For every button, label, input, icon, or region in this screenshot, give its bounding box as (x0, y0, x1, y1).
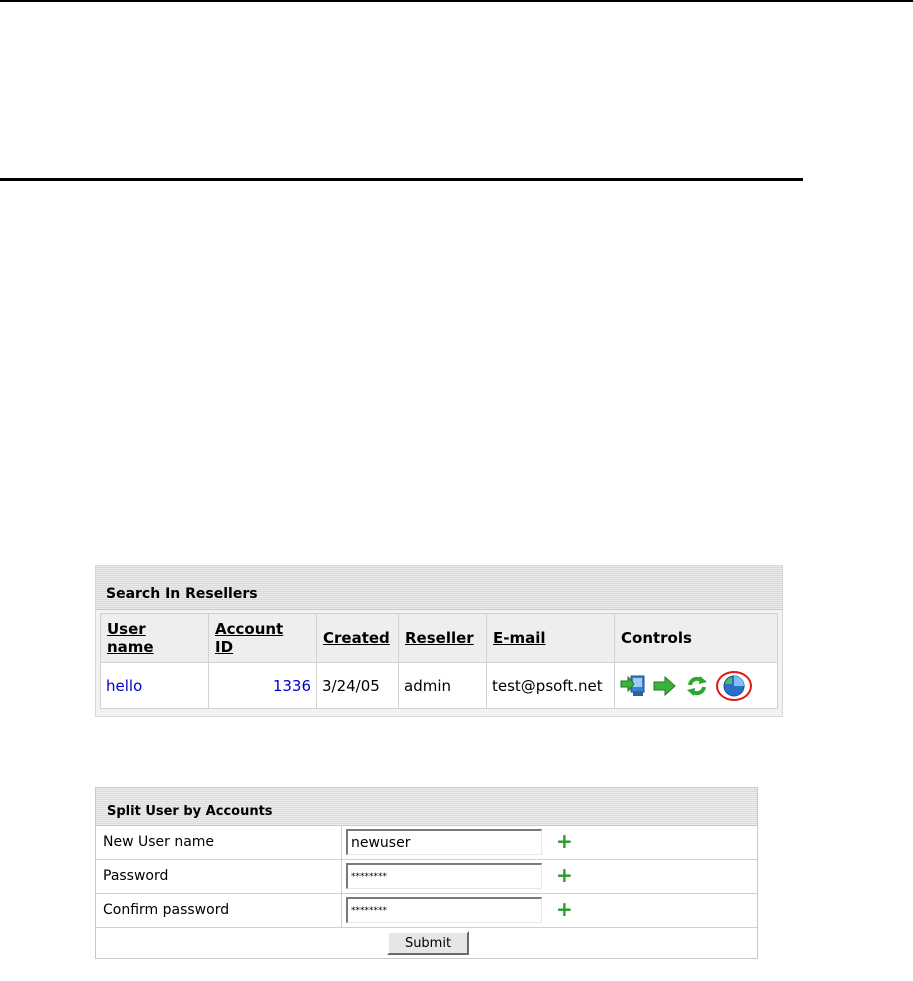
table-header-row (101, 614, 778, 663)
column-created[interactable] (317, 614, 399, 663)
resellers-table (100, 613, 778, 709)
user-name-link[interactable]: hello (101, 663, 209, 709)
column-controls (615, 614, 778, 663)
new-user-name-input[interactable] (346, 829, 542, 855)
form-row-password (96, 860, 757, 894)
field-label: Confirm password (103, 902, 230, 918)
top-rule (0, 0, 913, 2)
password-input[interactable] (346, 863, 542, 889)
column-account-id[interactable] (209, 614, 317, 663)
field-label: New User name (103, 834, 215, 850)
column-label: User (107, 620, 146, 638)
confirm-password-input[interactable] (346, 897, 542, 923)
refresh-icon[interactable] (684, 673, 710, 699)
submit-button[interactable]: Submit (387, 931, 469, 955)
created-cell: 3/24/05 (317, 663, 399, 709)
section-rule (0, 178, 803, 181)
form-row-new-user-name (96, 826, 757, 860)
divider (341, 894, 342, 927)
account-id-link[interactable]: 1336 (209, 663, 317, 709)
controls-cell (615, 663, 778, 709)
column-label: ID (215, 638, 234, 656)
reseller-cell: admin (399, 663, 487, 709)
highlight-ring (716, 671, 752, 701)
split-user-panel (95, 787, 758, 959)
email-cell: test@psoft.net (487, 663, 615, 709)
field-label: Password (103, 868, 169, 884)
column-label: name (107, 638, 154, 656)
login-icon[interactable] (620, 673, 646, 699)
table-row (101, 663, 778, 709)
column-label: E-mail (493, 629, 546, 647)
required-mark: + (556, 897, 573, 921)
required-mark: + (556, 863, 573, 887)
column-label: Created (323, 629, 390, 647)
column-email[interactable] (487, 614, 615, 663)
divider (341, 826, 342, 859)
panel-header (96, 566, 782, 610)
panel-title: Split User by Accounts (107, 804, 273, 819)
panel-title: Search In Resellers (106, 586, 258, 602)
split-user-icon[interactable] (722, 674, 746, 698)
divider (341, 860, 342, 893)
submit-row (96, 928, 757, 958)
column-reseller[interactable] (399, 614, 487, 663)
forward-arrow-icon[interactable] (652, 673, 678, 699)
column-label: Account (215, 620, 284, 638)
panel-header (96, 788, 757, 826)
form-row-confirm-password (96, 894, 757, 928)
column-user-name[interactable] (101, 614, 209, 663)
column-label: Controls (621, 629, 692, 647)
required-mark: + (556, 829, 573, 853)
search-resellers-panel (95, 565, 783, 717)
column-label: Reseller (405, 629, 474, 647)
